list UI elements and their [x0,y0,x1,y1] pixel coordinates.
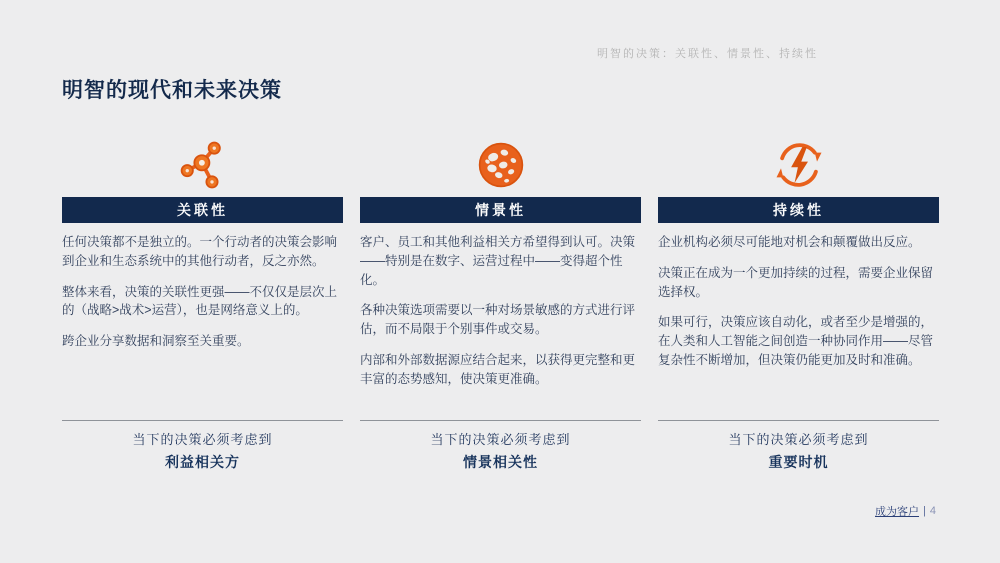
column-header-continuity: 持续性 [658,197,939,223]
column-body [62,223,343,420]
column-caption [360,421,641,472]
caption-lead: 当下的决策必须考虑到 [728,432,869,447]
column-header-relevance: 关联性 [62,197,343,223]
page-number: 4 [929,505,936,517]
caption-emphasis: 情景相关性 [463,454,538,470]
paragraph: 如果可行，决策应该自动化，或者至少是增强的，在人类和人工智能之间创造一种协同作用——尽管复杂性不断增加，但决策仍能更加及时和准确。 [658,315,934,367]
caption-emphasis: 利益相关方 [165,454,240,470]
columns-container [62,130,939,472]
icon-area [62,130,343,197]
lightning-bolt [791,147,808,183]
cell-globe-icon [474,138,528,192]
paragraph: 各种决策选项需要以一种对场景敏感的方式进行评估，而不局限于个别事件或交易。 [360,303,636,336]
caption-lead: 当下的决策必须考虑到 [132,432,273,447]
footer-separator: | [923,505,926,517]
icon-area [658,130,939,197]
paragraph: 内部和外部数据源应结合起来，以获得更完整和更丰富的态势感知，使决策更准确。 [360,352,636,386]
column-caption [658,421,939,472]
column-contextuality [360,130,641,472]
paragraph: 企业机构必须尽可能地对机会和颠覆做出反应。 [658,235,921,249]
column-header-contextuality: 情景性 [360,197,641,223]
icon-area [360,130,641,197]
lightning-cycle-icon [772,138,826,192]
caption-emphasis: 重要时机 [768,454,829,470]
paragraph: 跨企业分享数据和洞察至关重要。 [62,334,250,348]
caption-lead: 当下的决策必须考虑到 [430,432,571,447]
paragraph: 客户、员工和其他利益相关方希望得到认可。决策——特别是在数字、运营过程中——变得超个性化。 [360,235,636,287]
paragraph: 决策正在成为一个更加持续的过程，需要企业保留选择权。 [658,265,934,299]
page-title: 明智的现代和未来决策 [62,79,282,102]
become-client-link[interactable]: 成为客户 [875,506,920,518]
column-body [658,223,939,420]
column-body [360,223,641,420]
paragraph: 整体来看，决策的关联性更强——不仅仅是层次上的（战略>战术>运营），也是网络意义上的。 [62,284,338,318]
molecule-network-icon [176,138,230,192]
running-header: 明智的决策：关联性、情景性、持续性 [597,48,818,60]
column-continuity [658,130,939,472]
column-caption [62,421,343,472]
paragraph: 任何决策都不是独立的。一个行动者的决策会影响到企业和生态系统中的其他行动者，反之亦然。 [62,235,338,268]
footer-right [875,503,936,519]
column-relevance [62,130,343,472]
